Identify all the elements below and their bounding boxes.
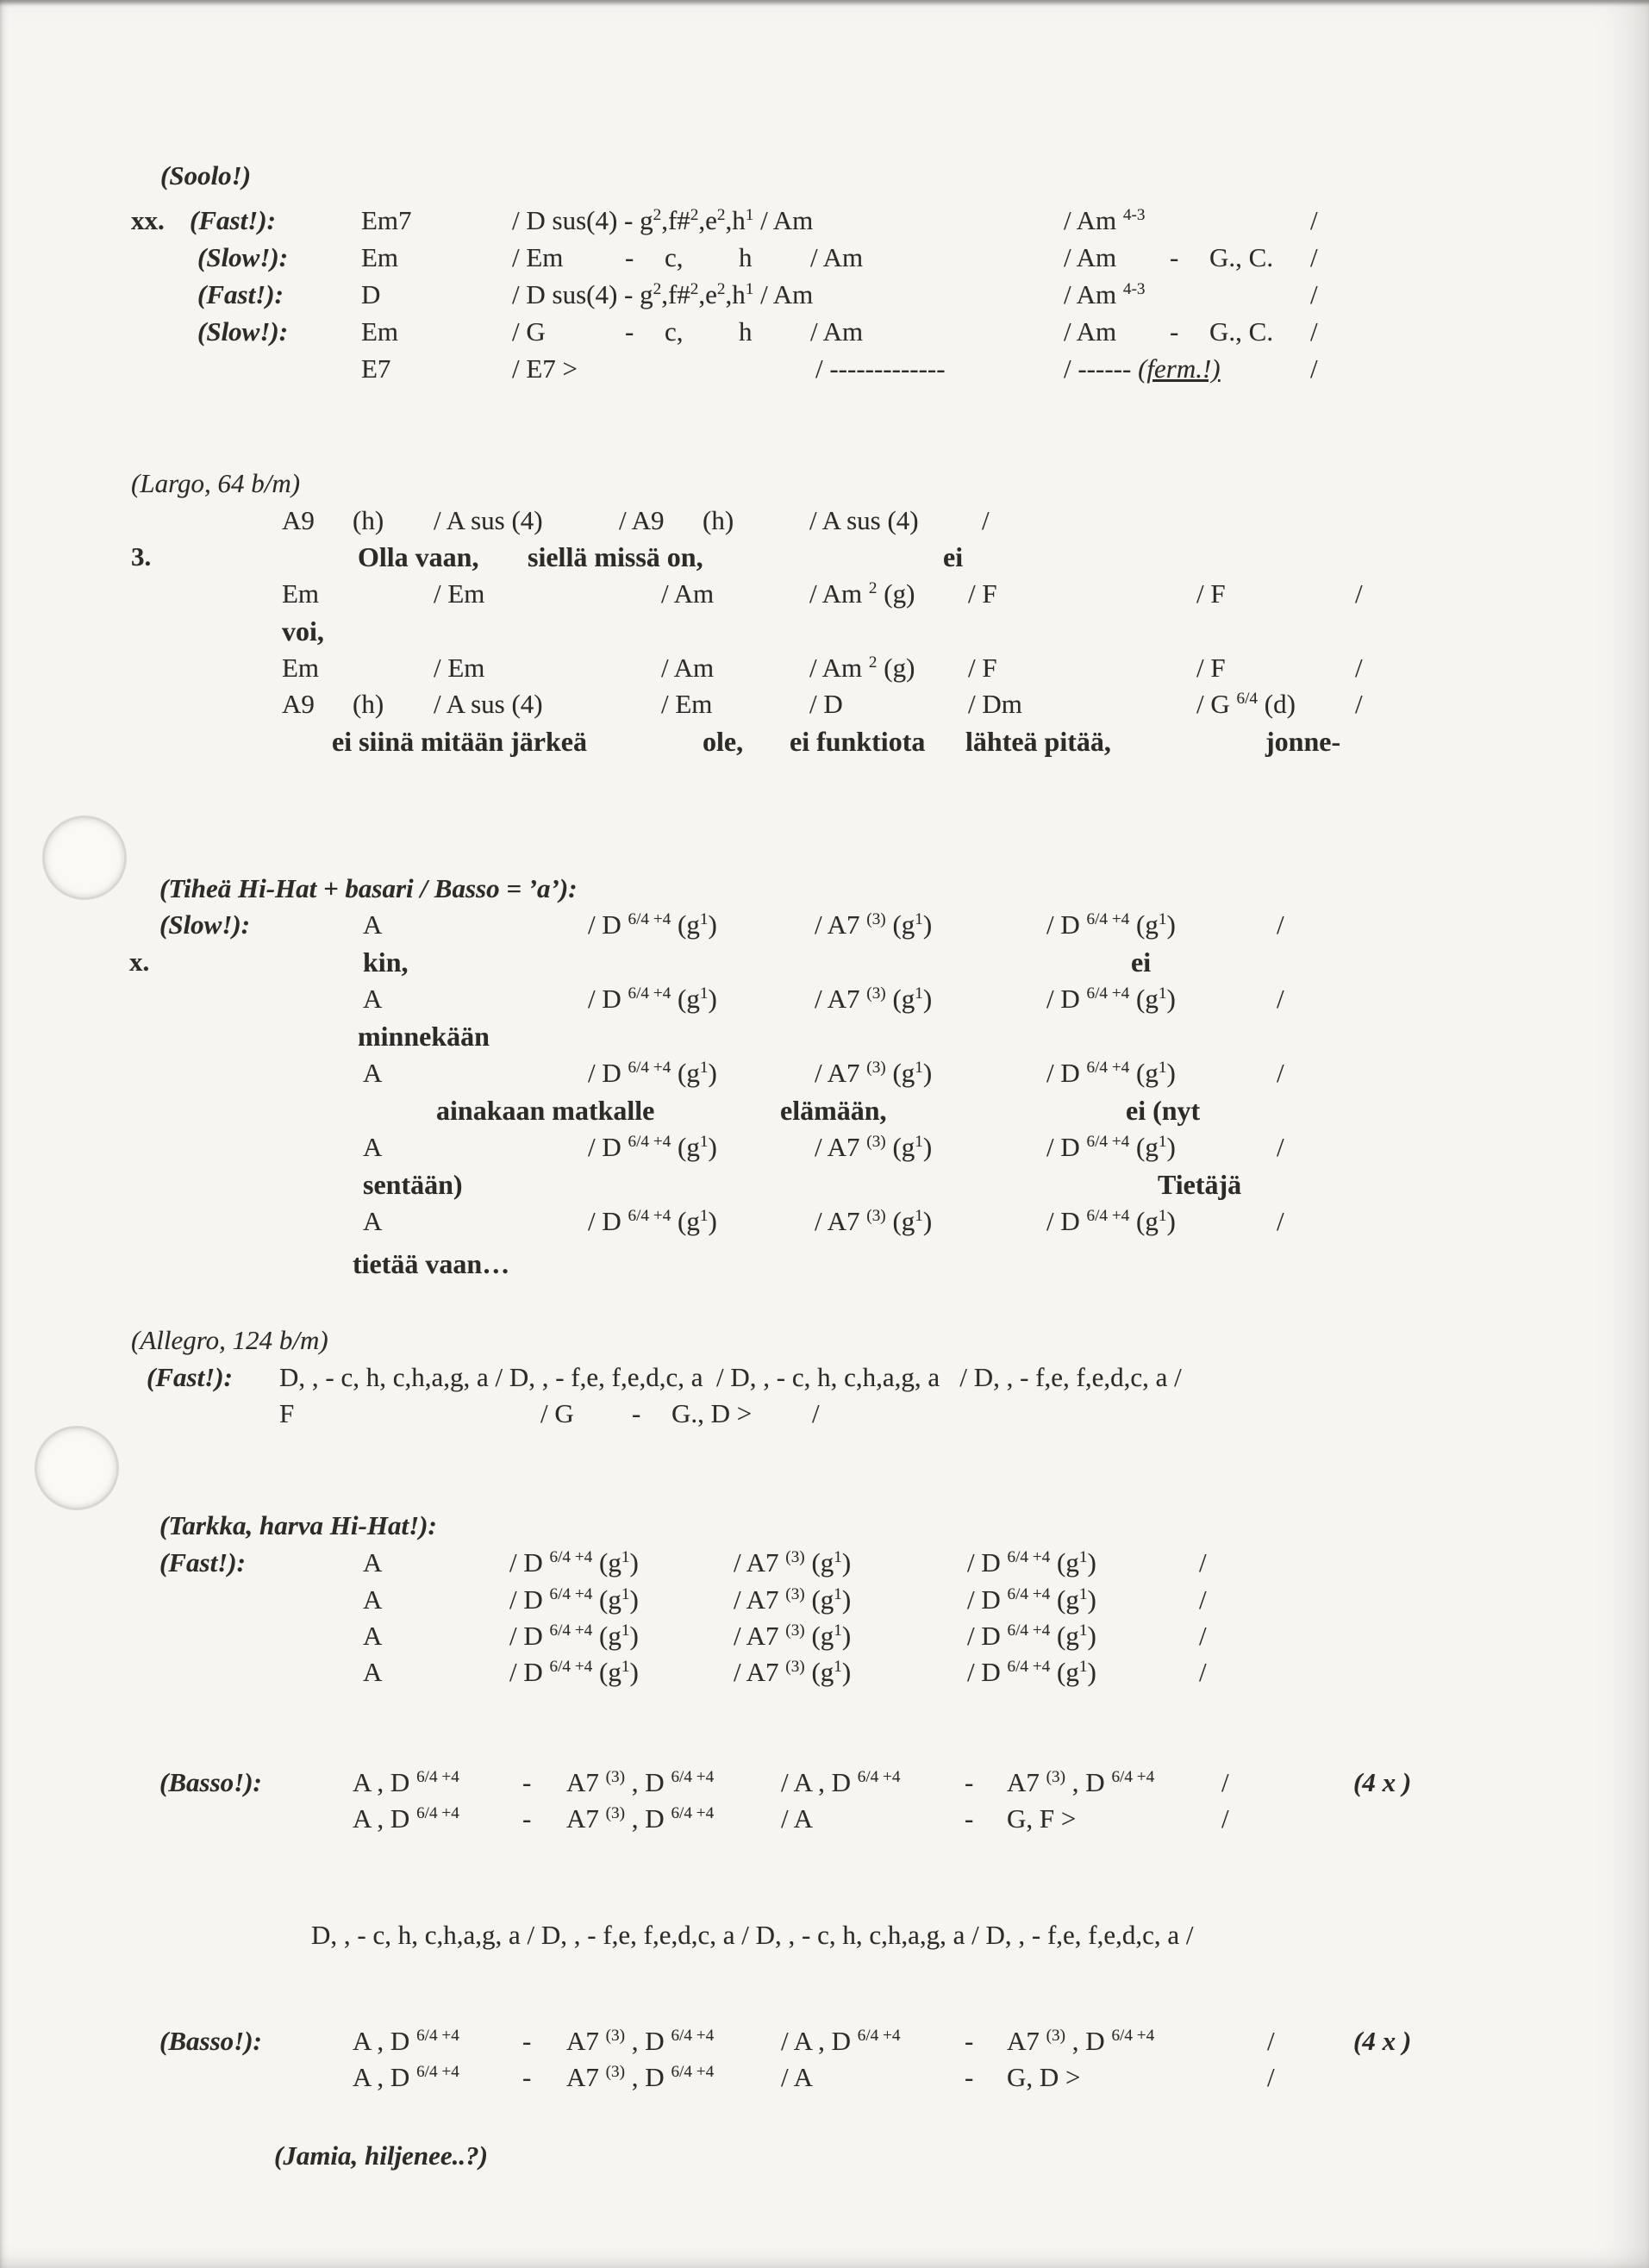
bar-slash: / bbox=[1199, 1547, 1207, 1578]
section-label-largo: (Largo, 64 b/m) bbox=[131, 468, 301, 498]
chord: / D $^{6/4 +4}$ $(g^1)$ bbox=[509, 1621, 639, 1651]
bar-slash: / bbox=[1310, 316, 1318, 347]
tempo-label: (Fast!): bbox=[197, 279, 284, 309]
punch-hole bbox=[42, 815, 127, 900]
chord: / D $^{6/4 +4}$ $(g^1)$ bbox=[967, 1547, 1096, 1578]
chord: / A9 bbox=[619, 505, 665, 535]
tempo-label: (Fast!): bbox=[159, 1547, 246, 1578]
chord: / A7 $^{(3)}$ $(g^1)$ bbox=[734, 1621, 852, 1651]
bar-slash: / bbox=[1199, 1621, 1207, 1651]
chord: G., C. bbox=[1209, 316, 1274, 347]
chord: / D $^{6/4 +4}$ $(g^1)$ bbox=[588, 1058, 717, 1088]
bar-slash: / bbox=[1310, 242, 1318, 272]
chord: / Am $^{4-3}$ bbox=[1064, 205, 1146, 235]
chord: A bbox=[363, 984, 383, 1014]
chord: / G $^{6/4}$ (d) bbox=[1196, 689, 1296, 719]
chord: (h) bbox=[353, 505, 384, 535]
chord: A bbox=[363, 1657, 383, 1687]
chord: h bbox=[739, 316, 753, 347]
chord: / Am bbox=[661, 653, 715, 683]
chord: - bbox=[1170, 316, 1179, 347]
chord: / F bbox=[1196, 653, 1226, 683]
chord: / A7 $^{(3)}$ $(g^1)$ bbox=[815, 1058, 933, 1088]
punch-hole bbox=[34, 1426, 119, 1510]
lyric: ei (nyt bbox=[1126, 1095, 1201, 1126]
section-label-tihea: (Tiheä Hi-Hat + basari / Basso = ’a’): bbox=[159, 873, 578, 903]
chord: G., C. bbox=[1209, 242, 1274, 272]
chord: Em7 bbox=[361, 205, 412, 235]
chord: - bbox=[522, 2026, 532, 2056]
chord: - bbox=[625, 242, 634, 272]
lyric: Olla vaan, bbox=[358, 541, 479, 572]
bar-slash: / bbox=[1267, 2062, 1275, 2092]
chord: / ------------- bbox=[815, 353, 946, 384]
chord: / D $^{6/4 +4}$ $(g^1)$ bbox=[1046, 1132, 1176, 1162]
lyric: ei bbox=[1131, 947, 1152, 978]
chord: / Em bbox=[434, 578, 485, 609]
chord: / A7 $^{(3)}$ $(g^1)$ bbox=[815, 1132, 933, 1162]
lyric: Tietäjä bbox=[1158, 1169, 1242, 1200]
chord: / Am bbox=[661, 578, 715, 609]
chord: D bbox=[361, 279, 381, 309]
chord: - bbox=[632, 1398, 641, 1428]
bar-slash: / bbox=[1199, 1584, 1207, 1615]
chord: A7 $^{(3)}$ , D $^{6/4 +4}$ bbox=[1007, 2026, 1155, 2056]
chord: / G bbox=[512, 316, 546, 347]
chord: A9 bbox=[282, 689, 315, 719]
chord: / D $^{6/4 +4}$ $(g^1)$ bbox=[588, 1132, 717, 1162]
chord: Em bbox=[361, 242, 399, 272]
chord: / A sus (4) bbox=[434, 689, 543, 719]
bar-slash: / bbox=[1221, 1803, 1229, 1834]
chord: / F bbox=[968, 653, 997, 683]
chord: / ------ (ferm.!) bbox=[1064, 353, 1221, 384]
chord: - bbox=[522, 2062, 532, 2092]
lyric: tietää vaan… bbox=[353, 1248, 510, 1279]
chord: / A7 $^{(3)}$ $(g^1)$ bbox=[815, 909, 933, 940]
chord: - bbox=[522, 1767, 532, 1797]
chord: / D $^{6/4 +4}$ $(g^1)$ bbox=[509, 1657, 639, 1687]
chord: / D $sus(4) - g^2,f\#^2,e^2,h^1$ / Am bbox=[512, 205, 814, 235]
chord: Em bbox=[282, 578, 320, 609]
chord: / A7 $^{(3)}$ $(g^1)$ bbox=[734, 1547, 852, 1578]
chord: / F bbox=[968, 578, 997, 609]
chord: / D $^{6/4 +4}$ $(g^1)$ bbox=[1046, 909, 1176, 940]
chord: A bbox=[363, 1206, 383, 1236]
chord: D, , - c, h, c,h,a,g, a / D, , - f,e, f,e,d,c, a / D, , - c, h, c,h,a,g, a / D, , - f,e, f,e,d,c, a / bbox=[279, 1362, 1182, 1392]
bar-slash: / bbox=[1310, 279, 1318, 309]
lyric: ei funktiota bbox=[790, 726, 926, 757]
chord: / Em bbox=[661, 689, 713, 719]
chord: - bbox=[965, 2062, 974, 2092]
chord: A , D $^{6/4 +4}$ bbox=[353, 1803, 459, 1834]
bar-slash: / bbox=[1221, 1767, 1229, 1797]
lyric: ainakaan matkalle bbox=[436, 1095, 655, 1126]
repeat-marker: (4 x ) bbox=[1353, 1767, 1412, 1797]
chord: A , D $^{6/4 +4}$ bbox=[353, 2026, 459, 2056]
tempo-label: (Fast!): bbox=[190, 205, 276, 235]
chord: / D $^{6/4 +4}$ $(g^1)$ bbox=[967, 1584, 1096, 1615]
section-label-basso: (Basso!): bbox=[159, 2026, 262, 2056]
chord: / A sus (4) bbox=[434, 505, 543, 535]
chord: A bbox=[363, 1547, 383, 1578]
chord: / A7 $^{(3)}$ $(g^1)$ bbox=[815, 984, 933, 1014]
section-label-basso: (Basso!): bbox=[159, 1767, 262, 1797]
chord: / A sus (4) bbox=[809, 505, 919, 535]
chord: / E7 > bbox=[512, 353, 578, 384]
chord: G, F > bbox=[1007, 1803, 1077, 1834]
bar-slash: / bbox=[1199, 1657, 1207, 1687]
tempo-label: (Slow!): bbox=[197, 242, 289, 272]
section-label-tarkka: (Tarkka, harva Hi-Hat!): bbox=[159, 1510, 437, 1540]
chord: / A7 $^{(3)}$ $(g^1)$ bbox=[734, 1657, 852, 1687]
chord: / A , D $^{6/4 +4}$ bbox=[781, 2026, 901, 2056]
chord: E7 bbox=[361, 353, 391, 384]
chord: / D $^{6/4 +4}$ $(g^1)$ bbox=[1046, 1058, 1176, 1088]
bar-slash: / bbox=[1310, 205, 1318, 235]
lyric: ei siinä mitään järkeä bbox=[332, 726, 587, 757]
chord: - bbox=[965, 1803, 974, 1834]
chord: - bbox=[965, 1767, 974, 1797]
tempo-label: (Slow!): bbox=[159, 909, 251, 940]
chord: / D $^{6/4 +4}$ $(g^1)$ bbox=[588, 1206, 717, 1236]
bar-slash: / bbox=[1277, 909, 1284, 940]
chord: Em bbox=[282, 653, 320, 683]
chord: A7 $^{(3)}$ , D $^{6/4 +4}$ bbox=[566, 2062, 715, 2092]
bar-slash: / bbox=[812, 1398, 820, 1428]
chord: F bbox=[279, 1398, 295, 1428]
section-label-jamia: (Jamia, hiljenee..?) bbox=[274, 2140, 488, 2171]
repeat-marker: (4 x ) bbox=[1353, 2026, 1412, 2056]
chord: - bbox=[522, 1803, 532, 1834]
chord: A bbox=[363, 1584, 383, 1615]
chord: / Am $^2$ (g) bbox=[809, 653, 915, 683]
lyric: jonne- bbox=[1265, 726, 1341, 757]
chord: / D $^{6/4 +4}$ $(g^1)$ bbox=[1046, 984, 1176, 1014]
chord: / A , D $^{6/4 +4}$ bbox=[781, 1767, 901, 1797]
chord: / D bbox=[809, 689, 843, 719]
chord: G., D > bbox=[671, 1398, 753, 1428]
verse-number: 3. bbox=[131, 541, 152, 572]
lyric: minnekään bbox=[358, 1021, 490, 1052]
bar-slash: / bbox=[1277, 1206, 1284, 1236]
chord: A bbox=[363, 909, 383, 940]
chord: / A bbox=[781, 2062, 814, 2092]
chord: A7 $^{(3)}$ , D $^{6/4 +4}$ bbox=[566, 2026, 715, 2056]
bar-slash: / bbox=[1355, 689, 1363, 719]
bar-slash: / bbox=[982, 505, 990, 535]
section-label-allegro: (Allegro, 124 b/m) bbox=[131, 1325, 328, 1355]
bar-slash: / bbox=[1277, 1058, 1284, 1088]
row-marker-x: x. bbox=[129, 947, 150, 977]
chord: / D $^{6/4 +4}$ $(g^1)$ bbox=[509, 1584, 639, 1615]
bar-slash: / bbox=[1267, 2026, 1275, 2056]
lyric: siellä missä on, bbox=[528, 541, 703, 572]
chord: / D $^{6/4 +4}$ $(g^1)$ bbox=[967, 1657, 1096, 1687]
chord: / F bbox=[1196, 578, 1226, 609]
chord: A7 $^{(3)}$ , D $^{6/4 +4}$ bbox=[1007, 1767, 1155, 1797]
chord: / D $^{6/4 +4}$ $(g^1)$ bbox=[509, 1547, 639, 1578]
chord: / D $^{6/4 +4}$ $(g^1)$ bbox=[588, 909, 717, 940]
chord: - bbox=[625, 316, 634, 347]
row-marker-xx: xx. bbox=[131, 205, 165, 235]
chord: A , D $^{6/4 +4}$ bbox=[353, 2062, 459, 2092]
chord: / D $^{6/4 +4}$ $(g^1)$ bbox=[1046, 1206, 1176, 1236]
chord: A , D $^{6/4 +4}$ bbox=[353, 1767, 459, 1797]
chord: / Am bbox=[810, 242, 864, 272]
chord: / G bbox=[540, 1398, 574, 1428]
lyric: kin, bbox=[363, 947, 409, 978]
chord: h bbox=[739, 242, 753, 272]
tempo-label: (Fast!): bbox=[147, 1362, 233, 1392]
chord: G, D > bbox=[1007, 2062, 1081, 2092]
bar-slash: / bbox=[1355, 578, 1363, 609]
chord: D, , - c, h, c,h,a,g, a / D, , - f,e, f,e,d,c, a / D, , - c, h, c,h,a,g, a / D, , - f,e, f,e,d,c, a / bbox=[311, 1920, 1194, 1950]
chord: (h) bbox=[703, 505, 734, 535]
section-label-soolo: (Soolo!) bbox=[160, 160, 252, 191]
chord: A9 bbox=[282, 505, 315, 535]
chord: / A bbox=[781, 1803, 814, 1834]
chord: A bbox=[363, 1132, 383, 1162]
chord: A7 $^{(3)}$ , D $^{6/4 +4}$ bbox=[566, 1767, 715, 1797]
chord: / Am bbox=[810, 316, 864, 347]
chord: A bbox=[363, 1621, 383, 1651]
lyric: sentään) bbox=[363, 1169, 463, 1200]
lyric: lähteä pitää, bbox=[965, 726, 1111, 757]
bar-slash: / bbox=[1355, 653, 1363, 683]
lyric: voi, bbox=[282, 615, 324, 647]
lyric: ei bbox=[943, 541, 964, 572]
bar-slash: / bbox=[1277, 1132, 1284, 1162]
chord: / Em bbox=[434, 653, 485, 683]
chord: / Am $^{4-3}$ bbox=[1064, 279, 1146, 309]
chord: / D $^{6/4 +4}$ $(g^1)$ bbox=[967, 1621, 1096, 1651]
bar-slash: / bbox=[1310, 353, 1318, 384]
chord: - bbox=[1170, 242, 1179, 272]
chord: A7 $^{(3)}$ , D $^{6/4 +4}$ bbox=[566, 1803, 715, 1834]
chord: / Dm bbox=[968, 689, 1022, 719]
chord: / A7 $^{(3)}$ $(g^1)$ bbox=[815, 1206, 933, 1236]
chord: / A7 $^{(3)}$ $(g^1)$ bbox=[734, 1584, 852, 1615]
bar-slash: / bbox=[1277, 984, 1284, 1014]
chord: / Em bbox=[512, 242, 564, 272]
chord: / D $^{6/4 +4}$ $(g^1)$ bbox=[588, 984, 717, 1014]
lyric: ole, bbox=[703, 726, 744, 757]
chord: (h) bbox=[353, 689, 384, 719]
chord: c, bbox=[665, 316, 684, 347]
chord: Em bbox=[361, 316, 399, 347]
chord: / D $sus(4) - g^2,f\#^2,e^2,h^1$ / Am bbox=[512, 279, 814, 309]
chord: / Am bbox=[1064, 316, 1117, 347]
tempo-label: (Slow!): bbox=[197, 316, 289, 347]
chord: A bbox=[363, 1058, 383, 1088]
chord: - bbox=[965, 2026, 974, 2056]
chord: / Am bbox=[1064, 242, 1117, 272]
chord: / Am $^2$ (g) bbox=[809, 578, 915, 609]
chord: c, bbox=[665, 242, 684, 272]
lyric: elämään, bbox=[780, 1095, 887, 1126]
